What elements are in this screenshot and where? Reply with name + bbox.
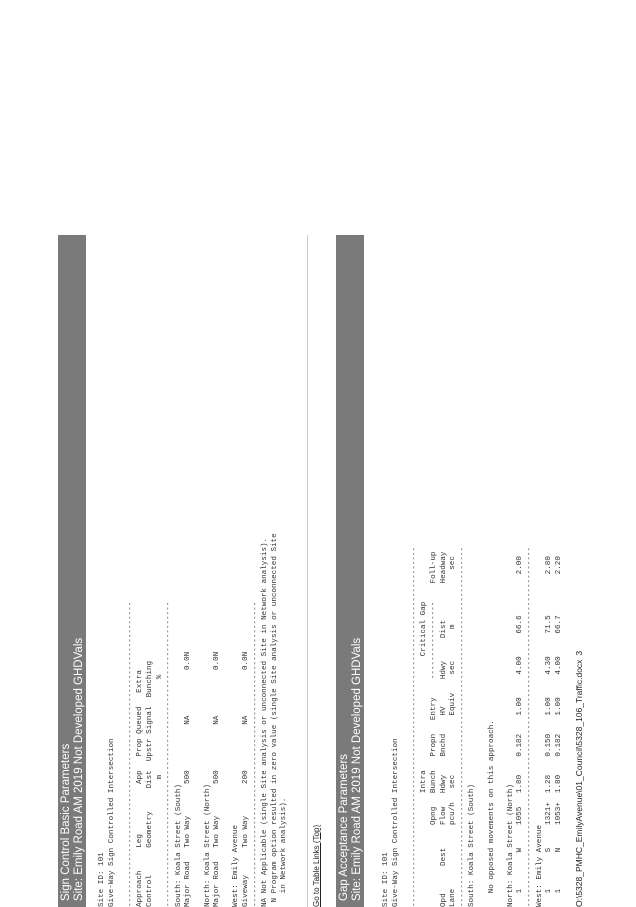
section-title: Gap Acceptance Parameters [338, 753, 350, 901]
section-header-sign-control [58, 235, 86, 907]
section-subtitle: Site: Emily Road AM 2019 Not Developed GHDVals [351, 637, 363, 901]
section-subtitle: Site: Emily Road AM 2019 Not Developed GHDVals [73, 637, 85, 901]
section-title: Sign Control Basic Parameters [60, 743, 72, 901]
document-footer [574, 651, 584, 907]
sign-control-report: Site ID: 101 Give-Way Sign Controlled Intersection ------------------------------------------------------------------- Approach Leg App Prop Queued Extra Control Geometry Dist Upstr Signal Bunching m % ------------------------------------------------------------------- South: Koala Street (South) Major Road Two Way 500 NA 0.0N North: Koala Street (North) Major Road Two Way 500 NA 0.0N West: Emily Avenue Giveway Two Way 200 NA 0.0N ------------------------------------------------------------------- NA Not Applicable (single Site analysis or unconnected Site in Network analysis). N Program option resulted in zero value (single Site analysis or unconnected Site in Network analysis). [98, 533, 289, 907]
gap-acceptance-report: Site ID: 101 Give-Way Sign Controlled Intersection ------------------------------------------------------------------------------- Intra Critical Gap Opng Bunch Propn Entry ----------------- Foll-up Opd Dest Flow Hdwy Bnchd HV Hdwy Dist Headway Lane pcu/h sec Equiv sec m sec ------------------------------------------------------------------------------- South: Koala Street (South) No opposed movements on this approach. North: Koala Street (North) 1 W 1055 1.80 0.182 1.00 4.00 66.6 2.00 ------------------------------------------------------------------------------- West: Emily Avenue 1 S 1321+ 1.28 0.150 1.00 4.30 71.5 2.80 1 N 1053+ 1.80 0.182 1.00 4.00 66.7 2.20 [382, 546, 563, 907]
file-path: O:\5328_PMHC_EmilyAvenue\01_Council\5328_106_Traffic.docx [574, 659, 584, 907]
section-divider [307, 235, 308, 907]
section-header-gap-acceptance [336, 235, 364, 907]
go-to-table-links-link[interactable]: Go to Table Links (Top) [312, 824, 321, 907]
page-number: 3 [574, 650, 584, 656]
